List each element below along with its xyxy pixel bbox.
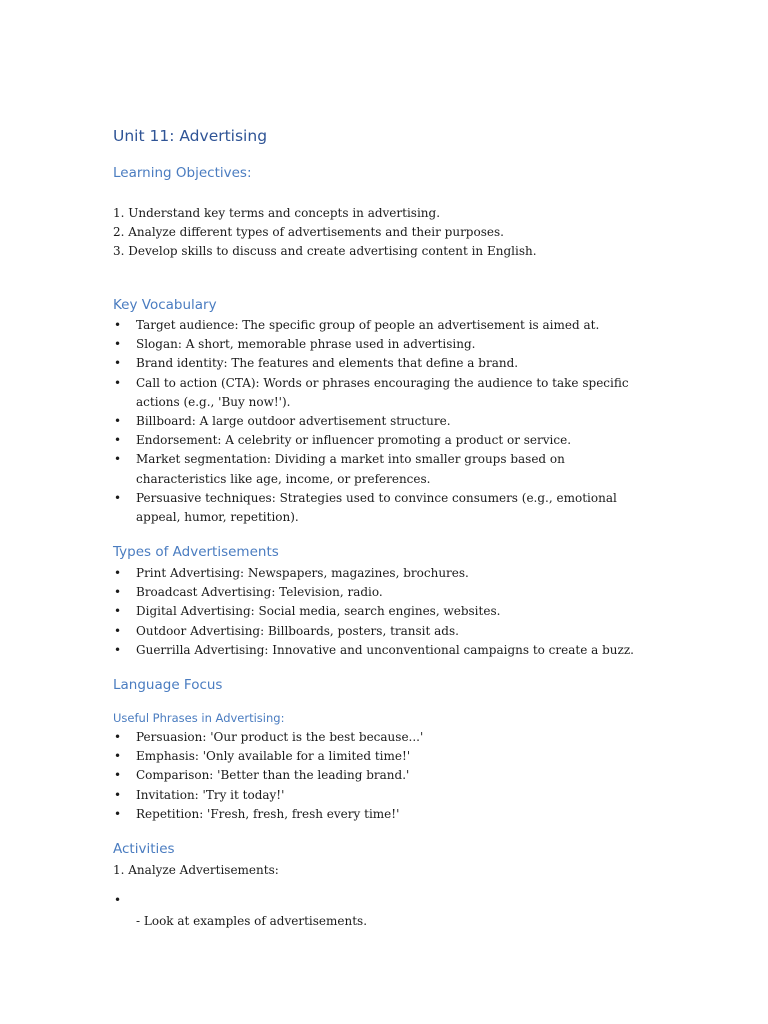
bullet-icon: • <box>114 337 122 352</box>
objectives-heading: Learning Objectives: <box>113 165 252 181</box>
bullet-icon: • <box>114 787 122 802</box>
language-focus-heading: Language Focus <box>113 677 223 693</box>
bullet-icon: • <box>114 356 122 371</box>
bullet-icon: • <box>114 375 122 390</box>
bullet-icon: • <box>114 623 122 638</box>
objectives-list <box>113 204 537 262</box>
bullet-icon: • <box>114 414 122 429</box>
types-item: • Outdoor Advertising: Billboards, posters, transit ads. <box>113 622 653 641</box>
bullet-icon: • <box>114 730 122 744</box>
phrase-item: • Repetition: 'Fresh, fresh, fresh every time!' <box>113 805 653 824</box>
bullet-icon: • <box>114 806 122 821</box>
bullet-icon: • <box>114 452 122 467</box>
types-list <box>113 564 653 660</box>
activity-subitem <box>113 891 653 910</box>
bullet-icon: • <box>114 318 122 332</box>
activities-heading: Activities <box>113 841 175 857</box>
vocabulary-item: • Billboard: A large outdoor advertisement structure. <box>113 412 653 431</box>
bullet-icon: • <box>114 604 122 619</box>
bullet-icon: • <box>114 433 122 448</box>
vocabulary-list <box>113 316 653 527</box>
bullet-icon: • <box>114 585 122 600</box>
vocabulary-item: • Endorsement: A celebrity or influencer promoting a product or service. <box>113 431 653 450</box>
vocabulary-heading: Key Vocabulary <box>113 297 217 313</box>
types-item: • Digital Advertising: Social media, search engines, websites. <box>113 602 653 621</box>
objective-item: 2. Analyze different types of advertisements and their purposes. <box>113 225 504 240</box>
objective-item: 1. Understand key terms and concepts in advertising. <box>113 206 441 220</box>
vocabulary-item: • Target audience: The specific group of people an advertisement is aimed at. <box>113 316 653 335</box>
vocabulary-item: • Brand identity: The features and elements that define a brand. <box>113 354 653 373</box>
phrases-list <box>113 728 653 824</box>
page-title: Unit 11: Advertising <box>113 127 268 145</box>
bullet-icon: • <box>114 768 122 783</box>
phrase-item: • Persuasion: 'Our product is the best because...' <box>113 728 653 747</box>
types-heading: Types of Advertisements <box>113 544 279 560</box>
phrase-item: • Emphasis: 'Only available for a limited time!' <box>113 747 653 766</box>
types-item: • Guerrilla Advertising: Innovative and unconventional campaigns to create a buzz. <box>113 641 653 660</box>
phrase-item: • Comparison: 'Better than the leading brand.' <box>113 766 653 785</box>
useful-phrases-subheading: Useful Phrases in Advertising: <box>113 711 285 725</box>
types-item: • Print Advertising: Newspapers, magazines, brochures. <box>113 564 653 583</box>
vocabulary-item: • Market segmentation: Dividing a market into smaller groups based on characteristics like age, income, or preferences. <box>114 452 565 486</box>
objective-item: 3. Develop skills to discuss and create advertising content in English. <box>113 244 537 259</box>
bullet-icon: • <box>114 749 122 764</box>
activity-subitem-text: - Look at examples of advertisements. <box>136 914 368 928</box>
phrase-item: • Invitation: 'Try it today!' <box>113 786 653 805</box>
vocabulary-item: • Call to action (CTA): Words or phrases encouraging the audience to take specific actions (e.g., 'Buy now!'). <box>114 375 629 409</box>
bullet-icon: • <box>114 893 122 907</box>
bullet-icon: • <box>114 642 122 657</box>
bullet-icon: • <box>114 490 122 505</box>
activity-item: 1. Analyze Advertisements: <box>113 863 279 877</box>
types-item: • Broadcast Advertising: Television, radio. <box>113 583 653 602</box>
vocabulary-item: • Slogan: A short, memorable phrase used in advertising. <box>113 335 653 354</box>
bullet-icon: • <box>114 566 122 580</box>
activity-sublist <box>113 891 653 910</box>
vocabulary-item: • Persuasive techniques: Strategies used to convince consumers (e.g., emotional appeal, humor, repetition). <box>114 490 617 525</box>
